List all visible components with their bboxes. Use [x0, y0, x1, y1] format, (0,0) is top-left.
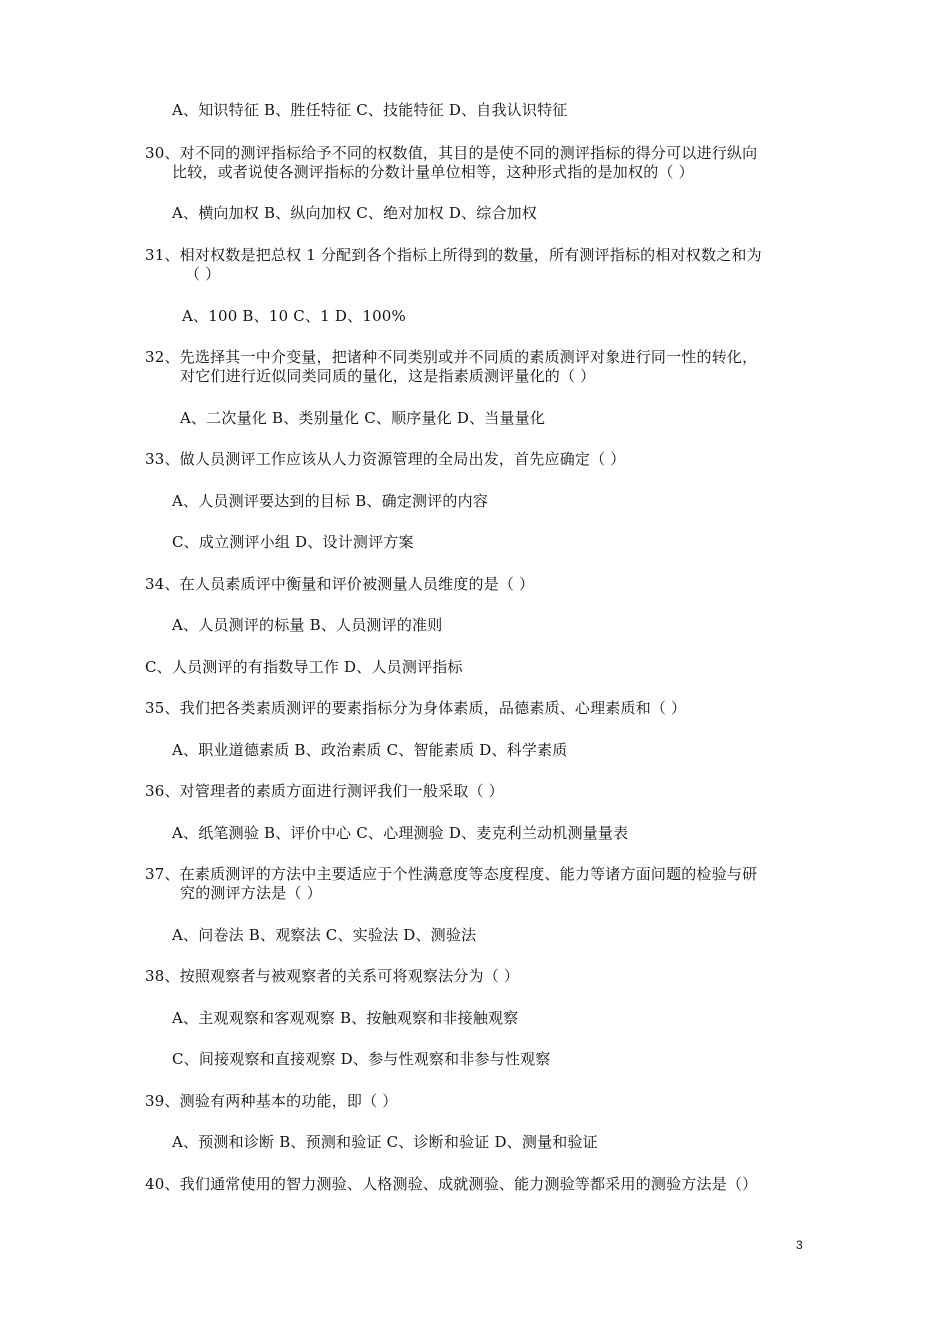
question-34: 34、在人员素质评中衡量和评价被测量人员维度的是（ ）: [145, 575, 535, 593]
question-38: 38、按照观察者与被观察者的关系可将观察法分为（ ）: [145, 967, 520, 985]
question-34-options-2: C、人员测评的有指数导工作 D、人员测评指标: [145, 658, 463, 676]
question-39-options: A、预测和诊断 B、预测和验证 C、诊断和验证 D、测量和验证: [172, 1133, 598, 1151]
question-33-options-1: A、人员测评要达到的目标 B、确定测评的内容: [172, 492, 489, 510]
question-30-options: A、横向加权 B、纵向加权 C、绝对加权 D、综合加权: [172, 204, 538, 222]
question-39: 39、测验有两种基本的功能，即（ ）: [145, 1092, 398, 1110]
question-33: 33、做人员测评工作应该从人力资源管理的全局出发，首先应确定（ ）: [145, 450, 626, 468]
question-35: 35、我们把各类素质测评的要素指标分为身体素质，品德素质、心理素质和（ ）: [145, 699, 687, 717]
question-37-options: A、问卷法 B、观察法 C、实验法 D、测验法: [172, 926, 477, 944]
question-30-line-1: 30、对不同的测评指标给予不同的权数值，其目的是使不同的测评指标的得分可以进行纵向: [145, 144, 758, 162]
question-31-line-2: （ ）: [185, 265, 221, 283]
question-30-line-2: 比较，或者说使各测评指标的分数计量单位相等，这种形式指的是加权的（ ）: [172, 163, 694, 181]
question-38-options-2: C、间接观察和直接观察 D、参与性观察和非参与性观察: [172, 1050, 551, 1068]
question-33-options-2: C、成立测评小组 D、设计测评方案: [172, 533, 414, 551]
question-38-options-1: A、主观观察和客观观察 B、按触观察和非接触观察: [172, 1009, 519, 1027]
question-36: 36、对管理者的素质方面进行测评我们一般采取（ ）: [145, 782, 504, 800]
question-32-options: A、二次量化 B、类别量化 C、顺序量化 D、当量量化: [180, 409, 546, 427]
question-29-options: A、知识特征 B、胜任特征 C、技能特征 D、自我认识特征: [172, 101, 568, 119]
question-31-line-1: 31、相对权数是把总权 1 分配到各个指标上所得到的数量，所有测评指标的相对权数之和为: [145, 246, 762, 264]
question-32-line-1: 32、先选择其一中介变量，把诸种不同类别或并不同质的素质测评对象进行同一性的转化，: [145, 348, 758, 366]
question-40: 40、我们通常使用的智力测验、人格测验、成就测验、能力测验等都采用的测验方法是（）: [145, 1175, 758, 1193]
question-32-line-2: 对它们进行近似同类同质的量化，这是指素质测评量化的（ ）: [180, 367, 596, 385]
question-37-line-1: 37、在素质测评的方法中主要适应于个性满意度等态度程度、能力等诸方面问题的检验与研: [145, 865, 758, 883]
question-36-options: A、纸笔测验 B、评价中心 C、心理测验 D、麦克利兰动机测量量表: [172, 824, 629, 842]
question-34-options-1: A、人员测评的标量 B、人员测评的准则: [172, 616, 443, 634]
question-37-line-2: 究的测评方法是（ ）: [180, 884, 322, 902]
page-number: 3: [796, 1238, 803, 1252]
question-35-options: A、职业道德素质 B、政治素质 C、智能素质 D、科学素质: [172, 741, 568, 759]
question-31-options: A、100 B、10 C、1 D、100%: [182, 307, 407, 325]
